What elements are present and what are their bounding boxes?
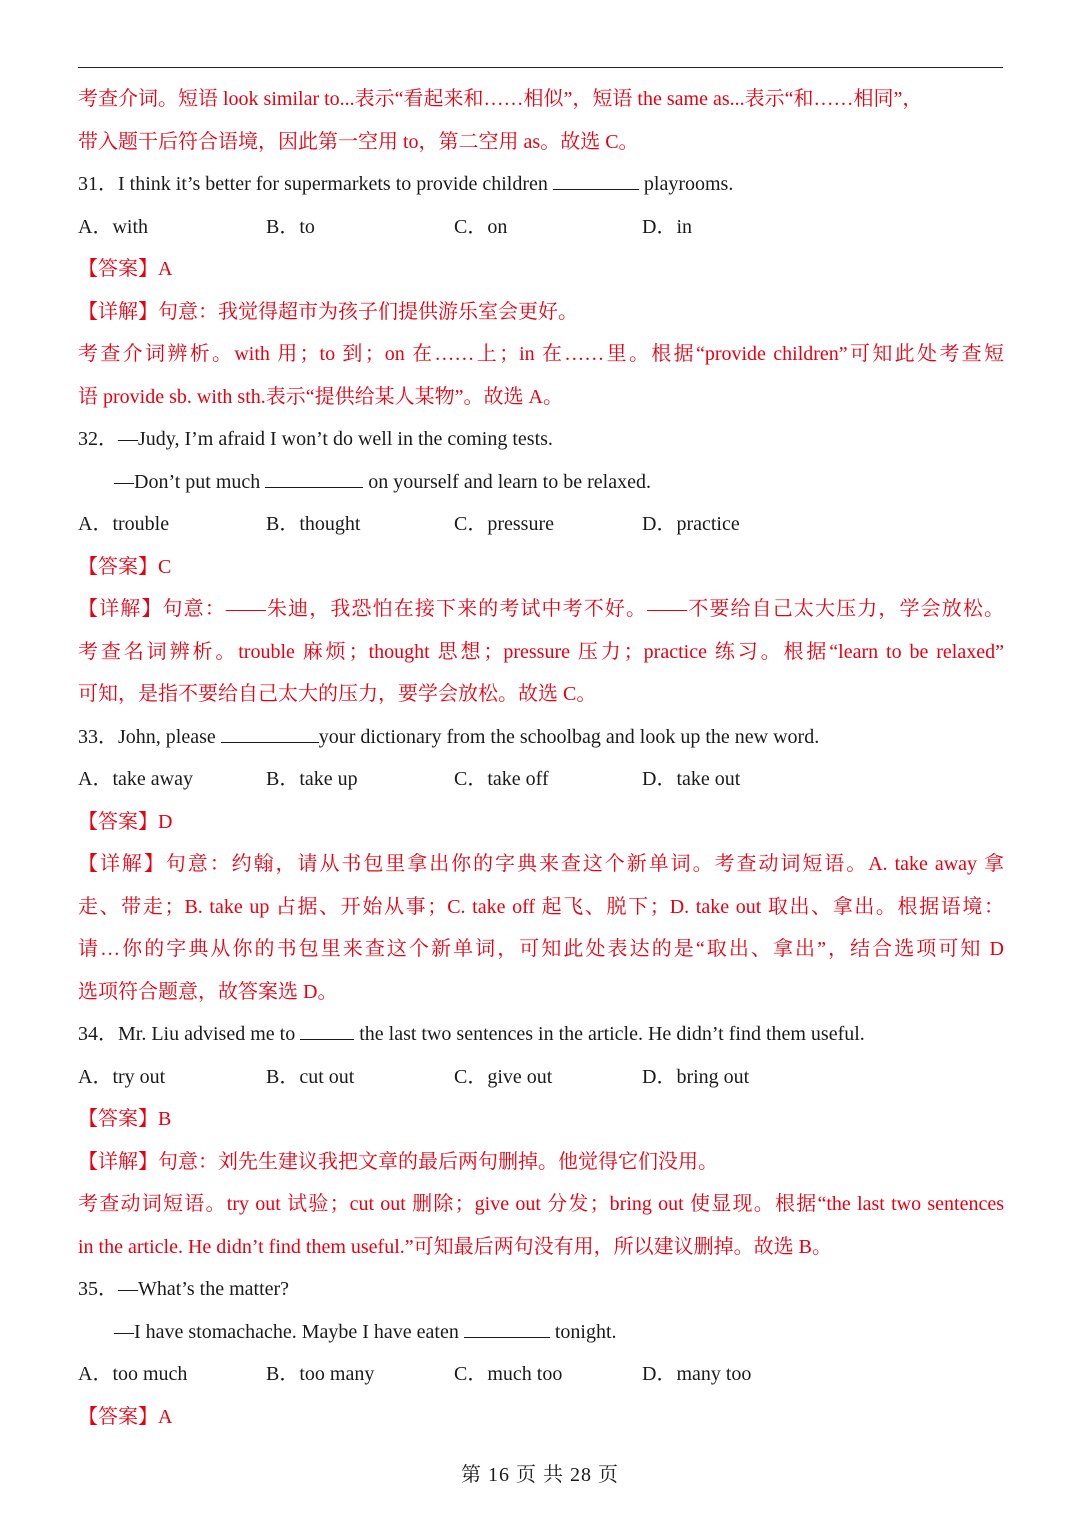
q33-options xyxy=(78,758,1004,801)
q31-analysis-line-1: 考查介词辨析。with 用；to 到；on 在……上；in 在……里。根据“provide children”可知此处考查短 xyxy=(78,343,1004,365)
q31-stem-after: playrooms. xyxy=(643,173,734,195)
q34-option-c: C．give out xyxy=(454,1065,553,1088)
q31-option-d: D．in xyxy=(642,215,692,238)
q31-stem-before: 31．I think it’s better for supermarkets to provide children xyxy=(78,173,548,195)
q33-option-d: D．take out xyxy=(642,768,741,790)
q33-stem-after: your dictionary from the schoolbag and look up the new word. xyxy=(318,725,820,748)
q34-stem xyxy=(78,1013,1004,1056)
q35-blank xyxy=(464,1320,550,1338)
q31-option-c: C．on xyxy=(454,215,508,238)
q31-analysis-line-2: 语 provide sb. with sth.表示“提供给某人某物”。故选 A。 xyxy=(78,385,563,408)
q34-option-a: A．try out xyxy=(78,1065,166,1088)
q33-option-a: A．take away xyxy=(78,768,193,790)
q33-detail-line-1: 【详解】句意：约翰，请从书包里拿出你的字典来查这个新单词。考查动词短语。A. take away 拿 xyxy=(78,853,1004,875)
q35-stem-after: tonight. xyxy=(554,1320,617,1343)
q35-answer: 【答案】A xyxy=(78,1405,173,1428)
q31-stem xyxy=(78,163,1004,206)
q34-option-d: D．bring out xyxy=(642,1065,750,1088)
q34-blank xyxy=(300,1022,354,1040)
q32-stem-before: —Don’t put much xyxy=(114,470,261,493)
q35-stem-line-1: 35．—What’s the matter? xyxy=(78,1278,290,1300)
q32-options xyxy=(78,503,1004,546)
q32-stem-line-1: 32．—Judy, I’m afraid I won’t do well in the coming tests. xyxy=(78,428,553,450)
q35-option-a: A．too much xyxy=(78,1363,188,1385)
q33-stem xyxy=(78,716,1004,759)
q35-options xyxy=(78,1353,1004,1396)
q34-option-b: B．cut out xyxy=(266,1065,355,1088)
q32-analysis-line-2: 可知，是指不要给自己太大的压力，要学会放松。故选 C。 xyxy=(78,683,597,705)
q31-options xyxy=(78,206,1004,249)
q33-option-c: C．take off xyxy=(454,768,549,790)
q34-analysis-line-2: in the article. He didn’t find them useful.”可知最后两句没有用，所以建议删掉。故选 B。 xyxy=(78,1235,832,1258)
q33-detail-line-4: 选项符合题意，故答案选 D。 xyxy=(78,980,338,1003)
q32-stem-after: on yourself and learn to be relaxed. xyxy=(368,470,651,493)
q32-option-c: C．pressure xyxy=(454,513,554,535)
page-content xyxy=(78,78,1004,1438)
header-rule xyxy=(78,67,1003,68)
q34-detail: 【详解】句意：刘先生建议我把文章的最后两句删掉。他觉得它们没用。 xyxy=(78,1150,718,1173)
q31-option-a: A．with xyxy=(78,215,148,238)
q33-detail-line-3: 请…你的字典从你的书包里来查这个新单词，可知此处表达的是“取出、拿出”，结合选项可知 D xyxy=(78,938,1004,960)
q35-stem-line-2 xyxy=(78,1311,1004,1354)
page-number-footer: 第 16 页 共 28 页 xyxy=(461,1464,619,1486)
q32-blank xyxy=(265,470,363,488)
q31-blank xyxy=(553,172,639,190)
q32-detail: 【详解】句意：——朱迪，我恐怕在接下来的考试中考不好。——不要给自己太大压力，学会放松。 xyxy=(78,598,1004,620)
q32-option-a: A．trouble xyxy=(78,513,170,535)
q32-stem-line-2 xyxy=(78,461,1004,504)
q35-option-b: B．too many xyxy=(266,1363,375,1385)
q35-option-c: C．much too xyxy=(454,1363,563,1385)
q31-detail: 【详解】句意：我觉得超市为孩子们提供游乐室会更好。 xyxy=(78,300,578,323)
q33-option-b: B．take up xyxy=(266,768,358,790)
q31-answer: 【答案】A xyxy=(78,258,173,280)
q32-option-d: D．practice xyxy=(642,513,740,535)
q34-options xyxy=(78,1056,1004,1099)
q35-option-d: D．many too xyxy=(642,1363,752,1385)
q32-analysis-line-1: 考查名词辨析。trouble 麻烦；thought 思想；pressure 压力；practice 练习。根据“learn to be relaxed” xyxy=(78,640,1004,663)
q34-stem-before: 34．Mr. Liu advised me to xyxy=(78,1023,296,1045)
q34-stem-after: the last two sentences in the article. He didn’t find them useful. xyxy=(359,1023,865,1045)
q35-stem-before: —I have stomachache. Maybe I have eaten xyxy=(114,1320,459,1343)
q32-option-b: B．thought xyxy=(266,513,361,535)
q33-detail-line-2: 走、带走；B. take up 占据、开始从事；C. take off 起飞、脱下；D. take out 取出、拿出。根据语境： xyxy=(78,895,1004,918)
q30-analysis-line-1: 考查介词。短语 look similar to...表示“看起来和……相似”，短语 the same as...表示“和……相同”， xyxy=(78,88,923,110)
q30-analysis-line-2: 带入题干后符合语境，因此第一空用 to，第二空用 as。故选 C。 xyxy=(78,130,639,153)
q33-stem-before: 33．John, please xyxy=(78,725,216,748)
q33-answer: 【答案】D xyxy=(78,810,173,833)
q34-analysis-line-1: 考查动词短语。try out 试验；cut out 删除；give out 分发；bring out 使显现。根据“the last two sentences xyxy=(78,1193,1004,1215)
q34-answer: 【答案】B xyxy=(78,1108,172,1130)
q33-blank xyxy=(221,725,319,743)
q31-option-b: B．to xyxy=(266,215,315,238)
q32-answer: 【答案】C xyxy=(78,555,172,578)
